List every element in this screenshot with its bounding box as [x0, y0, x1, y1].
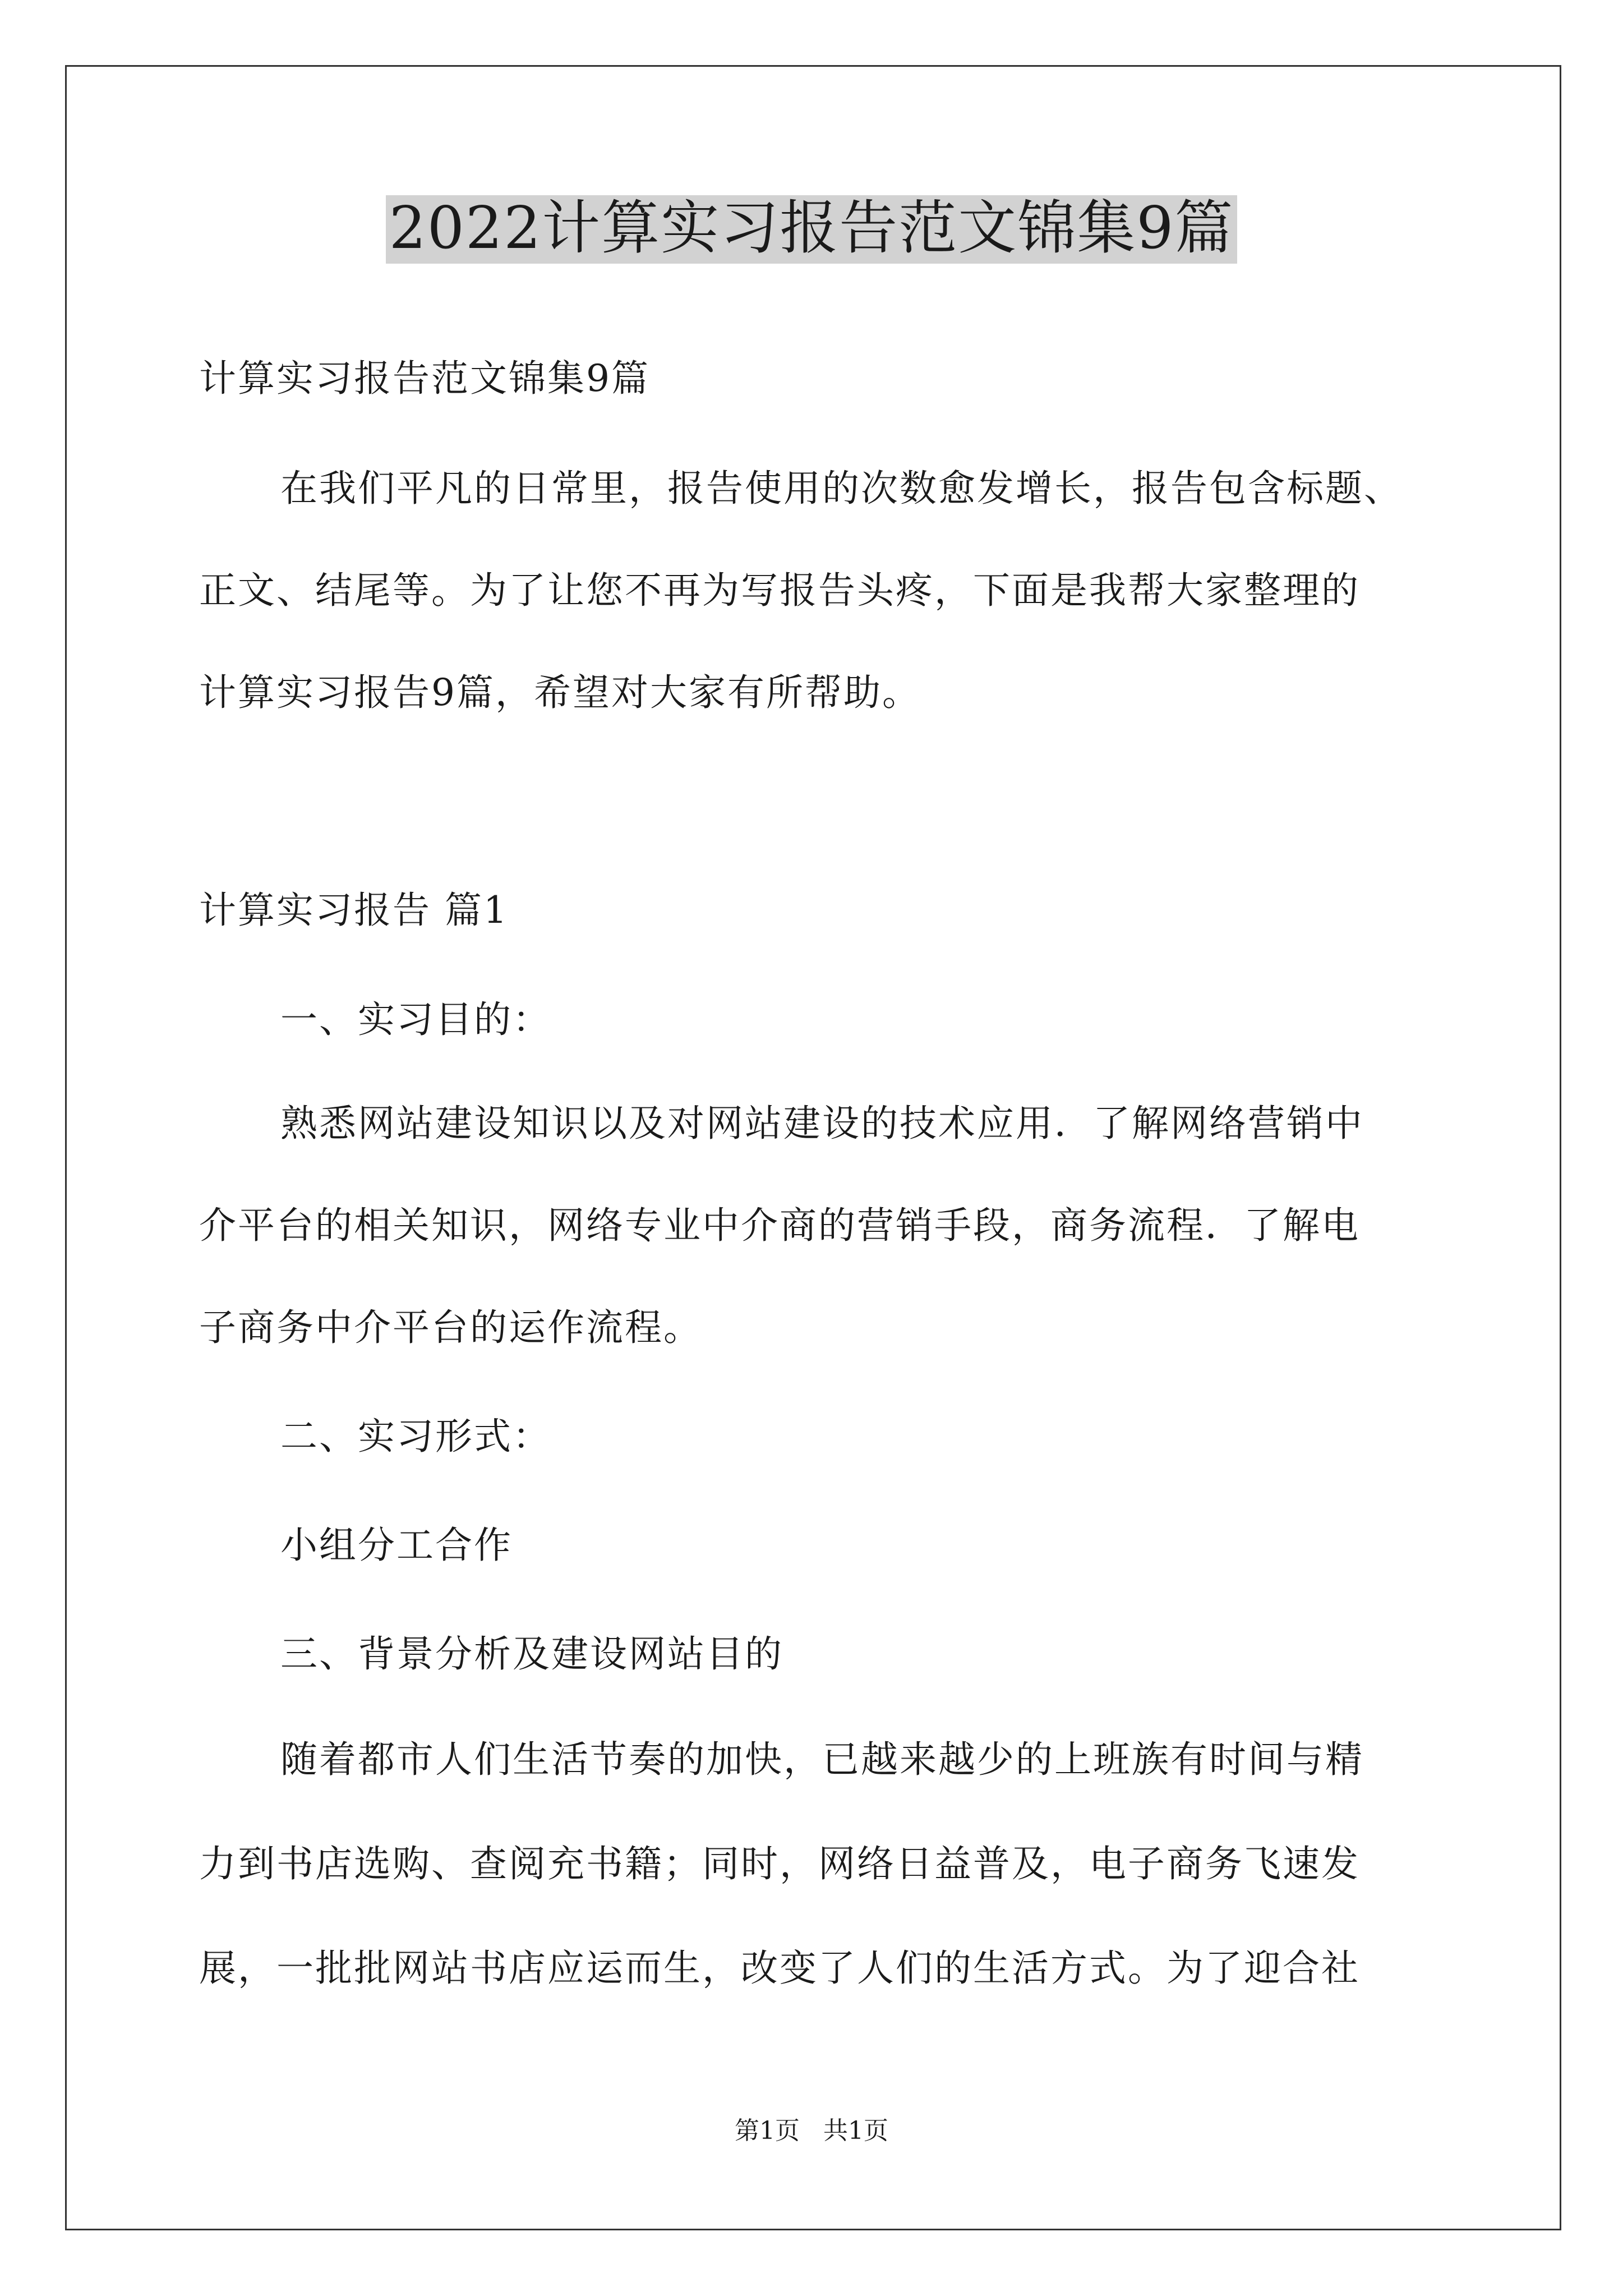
list-heading-form: 二、实习形式：: [280, 1415, 551, 1458]
intro-paragraph-line-2: 正文、结尾等。为了让您不再为写报告头疼，下面是我帮大家整理的: [199, 569, 1360, 612]
document-title: [0, 195, 1623, 264]
form-paragraph: 小组分工合作: [280, 1524, 513, 1567]
list-heading-purpose: 一、实习目的：: [280, 998, 551, 1041]
background-paragraph-line-2: 力到书店选购、查阅充书籍；同时，网络日益普及，电子商务飞速发: [199, 1842, 1360, 1885]
subtitle-line: 计算实习报告范文锦集9篇: [199, 357, 650, 400]
purpose-paragraph-line-3: 子商务中介平台的运作流程。: [199, 1306, 702, 1349]
intro-paragraph-line-1: 在我们平凡的日常里，报告使用的次数愈发增长，报告包含标题、: [280, 467, 1403, 510]
purpose-paragraph-line-1: 熟悉网站建设知识以及对网站建设的技术应用．了解网络营销中: [280, 1102, 1364, 1145]
document-title-text: 2022计算实习报告范文锦集9篇: [386, 195, 1238, 264]
intro-paragraph-line-3: 计算实习报告9篇，希望对大家有所帮助。: [199, 671, 921, 714]
background-paragraph-line-3: 展，一批批网站书店应运而生，改变了人们的生活方式。为了迎合社: [199, 1947, 1360, 1990]
purpose-paragraph-line-2: 介平台的相关知识，网络专业中介商的营销手段，商务流程．了解电: [199, 1204, 1360, 1247]
background-paragraph-line-1: 随着都市人们生活节奏的加快，已越来越少的上班族有时间与精: [280, 1738, 1364, 1781]
list-heading-background: 三、背景分析及建设网站目的: [280, 1632, 783, 1676]
page-footer: 第1页 共1页: [735, 2116, 888, 2145]
section-heading: 计算实习报告 篇1: [199, 889, 509, 932]
